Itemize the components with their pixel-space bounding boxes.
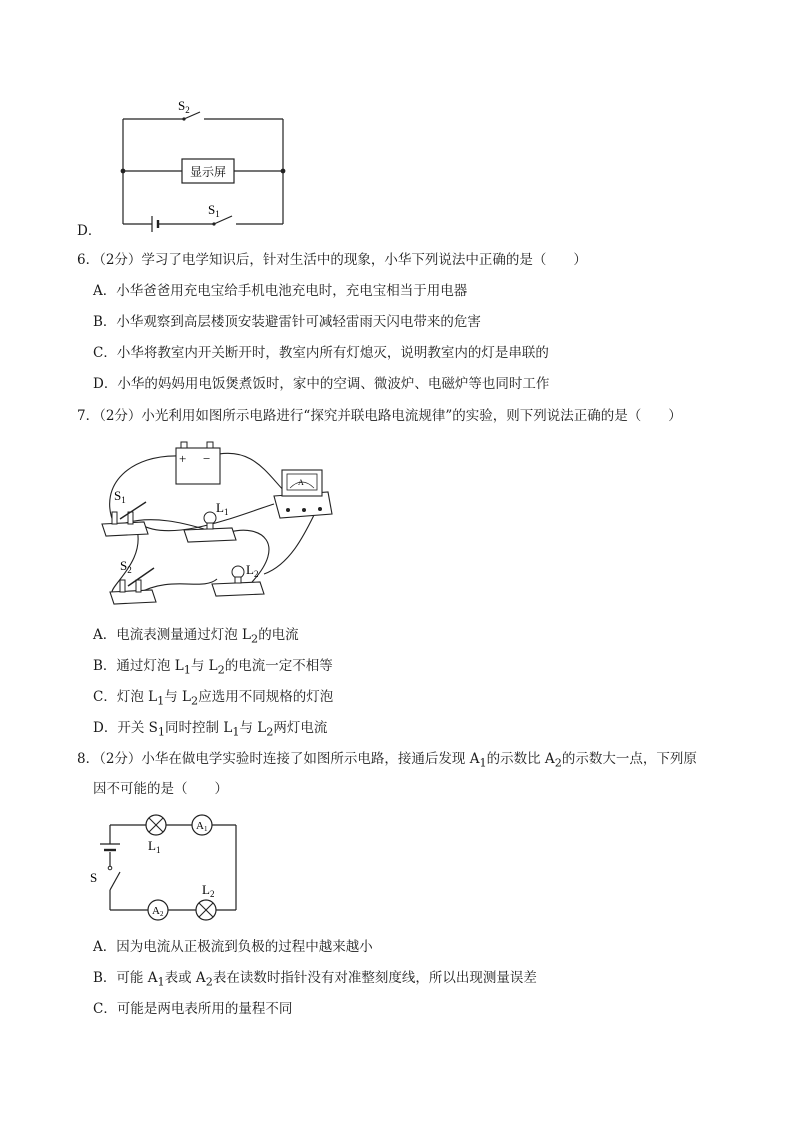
ammeter-letter: A bbox=[298, 478, 304, 487]
q6-option-a: A．小华爸爸用充电宝给手机电池充电时，充电宝相当于用电器 bbox=[93, 283, 468, 299]
switch-s1 bbox=[102, 502, 148, 536]
figure-7 bbox=[92, 434, 342, 612]
s2-label-7: $S_2$ bbox=[120, 558, 132, 575]
l1-label-7: $L_1$ bbox=[216, 500, 229, 517]
switch-s2 bbox=[110, 568, 156, 604]
battery-minus: − bbox=[203, 451, 211, 466]
q8-option-c: C．可能是两电表所用的量程不同 bbox=[93, 1001, 293, 1017]
figure-8 bbox=[88, 802, 248, 924]
l1-label-8: $L_1$ bbox=[148, 838, 161, 855]
q6-option-c: C．小华将教室内开关断开时，教室内所有灯熄灭，说明教室内的灯是串联的 bbox=[93, 345, 549, 361]
question-8-stem: 8．（2分）小华在做电学实验时连接了如图所示电路，接通后发现 $A_1$的示数比 $A_2$的示数大一点，下列原 bbox=[77, 751, 697, 770]
question-6-stem: 6．（2分）学习了电学知识后，针对生活中的现象，小华下列说法中正确的是（ ） bbox=[77, 252, 587, 268]
display-screen-label: 显示屏 bbox=[189, 165, 227, 179]
q6-option-d: D．小华的妈妈用电饭煲煮饭时，家中的空调、微波炉、电磁炉等也同时工作 bbox=[93, 376, 550, 392]
l2-label-7: $L_2$ bbox=[246, 562, 259, 579]
circuit-diagram-8 bbox=[88, 802, 248, 924]
q6-option-b: B．小华观察到高层楼顶安装避雷针可减轻雷雨天闪电带来的危害 bbox=[93, 314, 481, 330]
figure-5d bbox=[90, 92, 310, 238]
question-7-stem: 7．（2分）小光利用如图所示电路进行“探究并联电路电流规律”的实验，则下列说法正确的是（ ） bbox=[77, 408, 682, 424]
q7-option-c: C．灯泡 $L_1$与 $L_2$应选用不同规格的灯泡 bbox=[93, 689, 334, 708]
q8-option-a: A．因为电流从正极流到负极的过程中越来越小 bbox=[93, 939, 373, 955]
s-label-8: S bbox=[90, 870, 98, 885]
q7-option-a: A．电流表测量通过灯泡 $L_2$的电流 bbox=[93, 627, 299, 646]
s1-label: $S_1$ bbox=[208, 202, 220, 219]
lamp-l2-symbol bbox=[196, 900, 216, 920]
s1-label-7: $S_1$ bbox=[114, 488, 126, 505]
question-8-stem-line2: 因不可能的是（ ） bbox=[93, 781, 228, 797]
ammeter bbox=[274, 470, 332, 518]
a2-label: A2 bbox=[152, 905, 164, 918]
q7-option-b: B．通过灯泡 $L_1$与 $L_2$的电流一定不相等 bbox=[93, 658, 333, 677]
lamp-l1-symbol bbox=[146, 815, 166, 835]
battery-plus: + bbox=[179, 451, 187, 466]
q8-option-b: B．可能 $A_1$表或 $A_2$表在读数时指针没有对准整刻度线，所以出现测量误差 bbox=[93, 970, 537, 989]
s2-label: $S_2$ bbox=[178, 98, 190, 115]
circuit-diagram-5d bbox=[90, 92, 310, 238]
l2-label-8: $L_2$ bbox=[202, 882, 215, 899]
option-d-label: D． bbox=[77, 223, 102, 239]
physical-circuit-7 bbox=[92, 434, 342, 612]
q7-option-d: D．开关 $S_1$同时控制 $L_1$与 $L_2$两灯电流 bbox=[93, 720, 328, 739]
a1-label: A1 bbox=[196, 820, 208, 833]
